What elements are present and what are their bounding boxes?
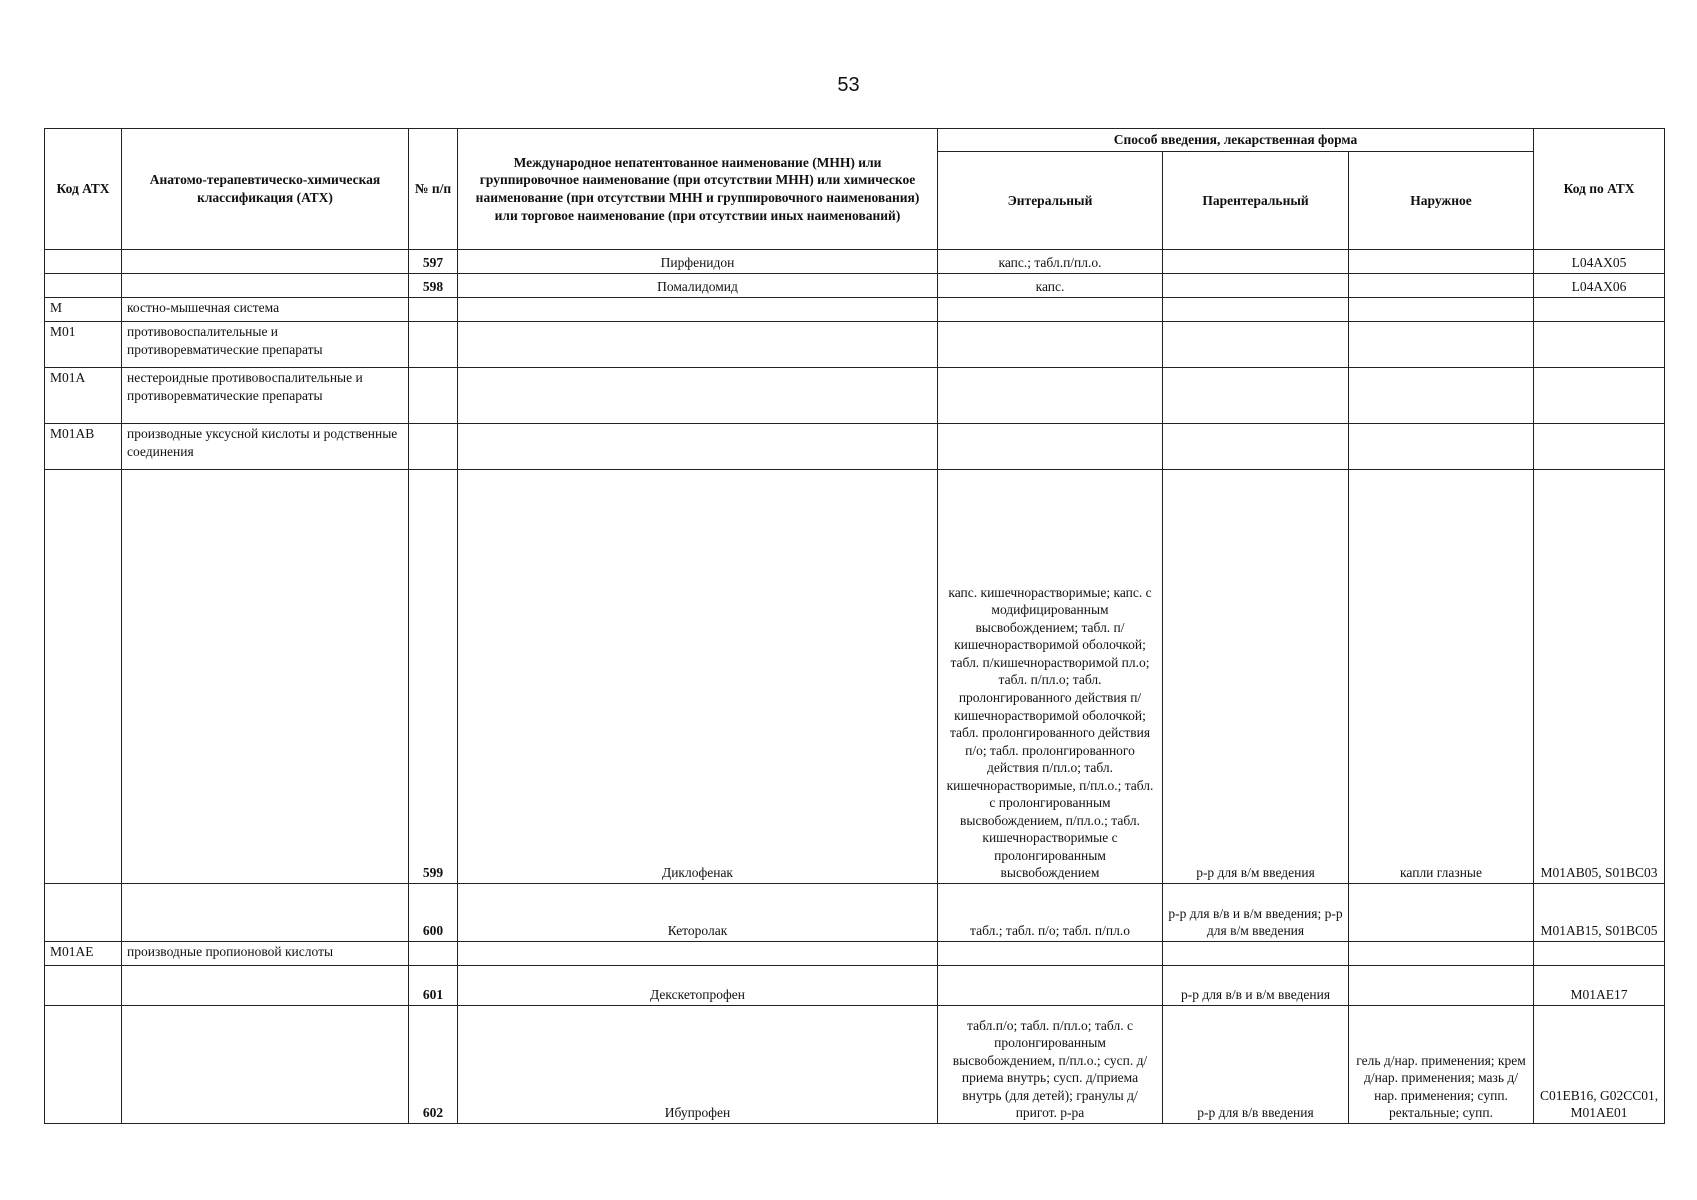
cell-drug-name: Декскетопрофен [458, 966, 938, 1006]
header-enteral: Энтеральный [938, 152, 1163, 250]
cell-enteral-form [938, 298, 1163, 322]
cell-atc-result [1534, 368, 1665, 424]
cell-parenteral-form [1163, 250, 1349, 274]
cell-atc-code: M01AB [45, 424, 122, 470]
cell-enteral-form [938, 424, 1163, 470]
cell-atc-result: M01AB05, S01BC03 [1534, 470, 1665, 884]
header-number: № п/п [409, 129, 458, 250]
cell-classification: производные уксусной кислоты и родственные соединения [122, 424, 409, 470]
cell-atc-code: M01AE [45, 942, 122, 966]
table-row [45, 424, 1665, 470]
cell-enteral-form: капс.; табл.п/пл.о. [938, 250, 1163, 274]
cell-classification [122, 1006, 409, 1124]
cell-atc-result: M01AE17 [1534, 966, 1665, 1006]
cell-enteral-form: капс. [938, 274, 1163, 298]
cell-external-form [1349, 942, 1534, 966]
cell-number [409, 368, 458, 424]
table-body [45, 250, 1665, 1124]
cell-atc-result: L04AX05 [1534, 250, 1665, 274]
cell-atc-code: M01 [45, 322, 122, 368]
cell-enteral-form [938, 368, 1163, 424]
cell-number: 601 [409, 966, 458, 1006]
cell-atc-result [1534, 322, 1665, 368]
cell-external-form [1349, 424, 1534, 470]
cell-number: 602 [409, 1006, 458, 1124]
cell-classification [122, 884, 409, 942]
cell-atc-result: M01AB15, S01BC05 [1534, 884, 1665, 942]
cell-atc-code [45, 470, 122, 884]
cell-external-form: капли глазные [1349, 470, 1534, 884]
header-route-group: Способ введения, лекарственная форма [938, 129, 1534, 152]
header-external: Наружное [1349, 152, 1534, 250]
cell-external-form: гель д/нар. применения; крем д/нар. применения; мазь д/нар. применения; супп. ректальные; супп. [1349, 1006, 1534, 1124]
table-row [45, 250, 1665, 274]
cell-parenteral-form: р-р для в/в и в/м введения [1163, 966, 1349, 1006]
page-number: 53 [837, 74, 860, 96]
header-classification: Анатомо-терапевтическо-химическая классификация (АТХ) [122, 129, 409, 250]
cell-enteral-form [938, 942, 1163, 966]
table-row [45, 966, 1665, 1006]
cell-external-form [1349, 368, 1534, 424]
cell-enteral-form: капс. кишечнорастворимые; капс. с модифицированным высвобождением; табл. п/кишечнорастворимой оболочкой; табл. п/кишечнорастворимой пл.о; табл. п/пл.о; табл. пролонгированного действия п/кишечнорастворимой оболочкой; табл. пролонгированного действия п/о; табл. пролонгированного действия п/пл.о; табл. кишечнорастворимые, п/пл.о.; табл. с пролонгированным высвобождением, п/пл.о.; табл. кишечнорастворимые с пролонгированным высвобождением [938, 470, 1163, 884]
cell-number [409, 942, 458, 966]
header-parenteral: Парентеральный [1163, 152, 1349, 250]
cell-drug-name [458, 322, 938, 368]
cell-atc-result [1534, 298, 1665, 322]
cell-drug-name: Ибупрофен [458, 1006, 938, 1124]
cell-drug-name [458, 424, 938, 470]
cell-number [409, 298, 458, 322]
cell-classification [122, 274, 409, 298]
cell-atc-result [1534, 424, 1665, 470]
cell-number: 599 [409, 470, 458, 884]
cell-parenteral-form [1163, 368, 1349, 424]
cell-atc-code [45, 274, 122, 298]
cell-number [409, 322, 458, 368]
cell-drug-name: Кеторолак [458, 884, 938, 942]
cell-enteral-form [938, 966, 1163, 1006]
cell-drug-name [458, 942, 938, 966]
cell-external-form [1349, 274, 1534, 298]
cell-classification [122, 250, 409, 274]
cell-atc-code: M [45, 298, 122, 322]
cell-external-form [1349, 250, 1534, 274]
cell-atc-code [45, 250, 122, 274]
cell-atc-code [45, 884, 122, 942]
cell-number: 598 [409, 274, 458, 298]
cell-classification [122, 470, 409, 884]
table-row [45, 1006, 1665, 1124]
cell-drug-name: Пирфенидон [458, 250, 938, 274]
cell-parenteral-form: р-р для в/в и в/м введения; р-р для в/м введения [1163, 884, 1349, 942]
cell-parenteral-form: р-р для в/в введения [1163, 1006, 1349, 1124]
cell-parenteral-form [1163, 274, 1349, 298]
cell-number [409, 424, 458, 470]
cell-external-form [1349, 966, 1534, 1006]
cell-atc-code [45, 966, 122, 1006]
cell-parenteral-form [1163, 298, 1349, 322]
table-row [45, 274, 1665, 298]
cell-atc-result: L04AX06 [1534, 274, 1665, 298]
table-row [45, 298, 1665, 322]
cell-external-form [1349, 298, 1534, 322]
cell-parenteral-form [1163, 942, 1349, 966]
table-row [45, 942, 1665, 966]
drug-table [44, 128, 1665, 1124]
cell-drug-name [458, 298, 938, 322]
table-row [45, 322, 1665, 368]
cell-classification: нестероидные противовоспалительные и противоревматические препараты [122, 368, 409, 424]
cell-number: 597 [409, 250, 458, 274]
cell-classification [122, 966, 409, 1006]
header-atc-result: Код по АТХ [1534, 129, 1665, 250]
cell-atc-result: C01EB16, G02CC01, M01AE01 [1534, 1006, 1665, 1124]
cell-external-form [1349, 884, 1534, 942]
header-atc-code: Код АТХ [45, 129, 122, 250]
table-row [45, 884, 1665, 942]
cell-classification: противовоспалительные и противоревматические препараты [122, 322, 409, 368]
header-name: Международное непатентованное наименование (МНН) или группировочное наименование (при отсутствии МНН) или химическое наименование (при отсутствии МНН и группировочного наименования) или торговое наименование (при отсутствии иных наименований) [458, 129, 938, 250]
cell-enteral-form: табл.п/о; табл. п/пл.о; табл. с пролонгированным высвобождением, п/пл.о.; сусп. д/приема внутрь; сусп. д/приема внутрь (для детей); гранулы д/пригот. р-ра [938, 1006, 1163, 1124]
cell-parenteral-form [1163, 322, 1349, 368]
cell-classification: производные пропионовой кислоты [122, 942, 409, 966]
cell-drug-name [458, 368, 938, 424]
cell-number: 600 [409, 884, 458, 942]
table-row [45, 368, 1665, 424]
cell-drug-name: Диклофенак [458, 470, 938, 884]
cell-atc-code: M01A [45, 368, 122, 424]
cell-enteral-form: табл.; табл. п/о; табл. п/пл.о [938, 884, 1163, 942]
cell-drug-name: Помалидомид [458, 274, 938, 298]
cell-atc-code [45, 1006, 122, 1124]
table-row [45, 470, 1665, 884]
cell-parenteral-form: р-р для в/м введения [1163, 470, 1349, 884]
cell-atc-result [1534, 942, 1665, 966]
cell-parenteral-form [1163, 424, 1349, 470]
cell-classification: костно-мышечная система [122, 298, 409, 322]
cell-external-form [1349, 322, 1534, 368]
cell-enteral-form [938, 322, 1163, 368]
